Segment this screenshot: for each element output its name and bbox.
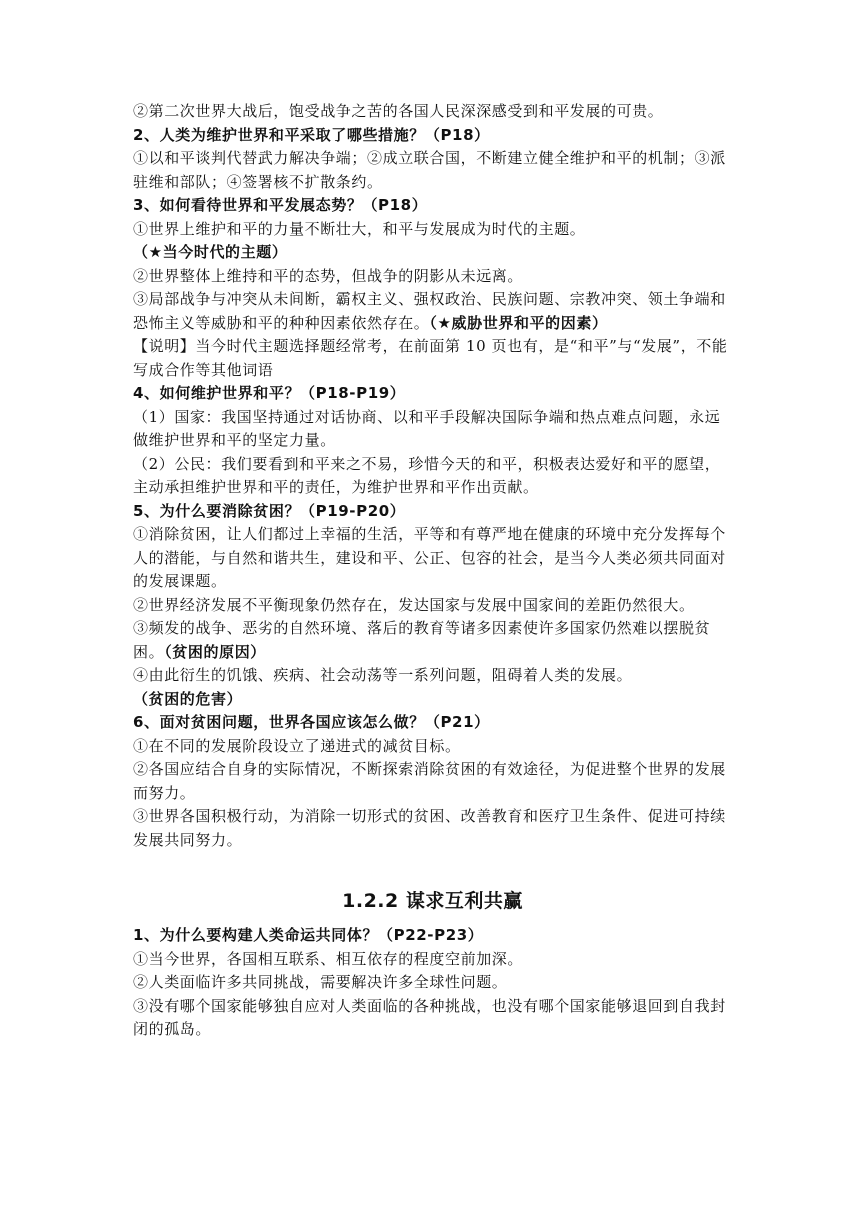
answer-paragraph [133,617,732,664]
answer-text: ③局部战争与冲突从未间断，霸权主义、强权政治、民族问题、宗教冲突、领土争端和恐怖主义等威胁和平的种种因素依然存在。 [133,290,726,332]
emphasis-tag: （★当今时代的主题） [133,243,288,261]
question-heading: 1、为什么要构建人类命运共同体？（P22-P23） [133,926,484,944]
answer-paragraph: ①在不同的发展阶段设立了递进式的减贫目标。 [133,736,461,755]
answer-paragraph: ①以和平谈判代替武力解决争端；②成立联合国，不断建立健全维护和平的机制；③派驻维和部队；④签署核不扩散条约。 [133,149,726,191]
answer-text: ④由此衍生的饥饿、疾病、社会动荡等一系列问题，阻碍着人类的发展。 [133,666,633,684]
answer-paragraph: ②人类面临许多共同挑战，需要解决许多全球性问题。 [133,973,508,991]
answer-text: ③频发的战争、恶劣的自然环境、落后的教育等诸多因素使许多国家仍然难以摆脱贫困。 [133,619,711,661]
answer-paragraph [133,218,732,265]
answer-paragraph [133,664,732,711]
answer-paragraph [133,288,732,335]
answer-paragraph: ③世界各国积极行动，为消除一切形式的贫困、改善教育和医疗卫生条件、促进可持续发展共同努力。 [133,807,726,849]
emphasis-tag: （贫困的原因） [164,642,266,661]
answer-paragraph: 【说明】当今时代主题选择题经常考，在前面第 10 页也有，是“和平”与“发展”，不能写成合作等其他词语 [133,337,728,379]
content-block-b [133,924,732,1042]
content-block-a [133,100,732,852]
question-heading: 2、人类为维护世界和平采取了哪些措施？（P18） [133,125,490,144]
emphasis-tag: （★威胁世界和平的因素） [429,313,608,332]
answer-paragraph: （2）公民：我们要看到和平来之不易，珍惜今天的和平，积极表达爱好和平的愿望，主动承担维护世界和平的责任，为维护世界和平作出贡献。 [133,454,721,496]
answer-paragraph: ①当今世界，各国相互联系、相互依存的程度空前加深。 [133,949,524,968]
answer-paragraph: ②世界整体上维持和平的态势，但战争的阴影从未远离。 [133,266,524,285]
question-heading: 3、如何看待世界和平发展态势？（P18） [133,196,428,214]
answer-paragraph: ①消除贫困，让人们都过上幸福的生活，平等和有尊严地在健康的环境中充分发挥每个人的潜能，与自然和谐共生，建设和平、公正、包容的社会，是当今人类必须共同面对的发展课题。 [133,525,726,590]
answer-paragraph: ②各国应结合自身的实际情况，不断探索消除贫困的有效途径，为促进整个世界的发展而努力。 [133,760,726,802]
answer-paragraph: ③没有哪个国家能够独自应对人类面临的各种挑战，也没有哪个国家能够退回到自我封闭的孤岛。 [133,996,726,1038]
answer-text: ①世界上维护和平的力量不断壮大，和平与发展成为时代的主题。 [133,219,586,238]
section-title: 1.2.2 谋求互利共赢 [342,890,523,912]
answer-paragraph: ②世界经济发展不平衡现象仍然存在，发达国家与发展中国家间的差距仍然很大。 [133,595,695,614]
question-heading: 4、如何维护世界和平？（P18-P19） [133,384,406,402]
question-heading: 5、为什么要消除贫困？（P19-P20） [133,501,406,520]
question-heading: 6、面对贫困问题，世界各国应该怎么做？（P21） [133,713,490,731]
answer-paragraph: （1）国家：我国坚持通过对话协商、以和平手段解决国际争端和热点难点问题，永远做维护世界和平的坚定力量。 [133,407,721,449]
answer-paragraph: ②第二次世界大战后，饱受战争之苦的各国人民深深感受到和平发展的可贵。 [133,102,664,120]
emphasis-tag: （贫困的危害） [133,689,243,708]
